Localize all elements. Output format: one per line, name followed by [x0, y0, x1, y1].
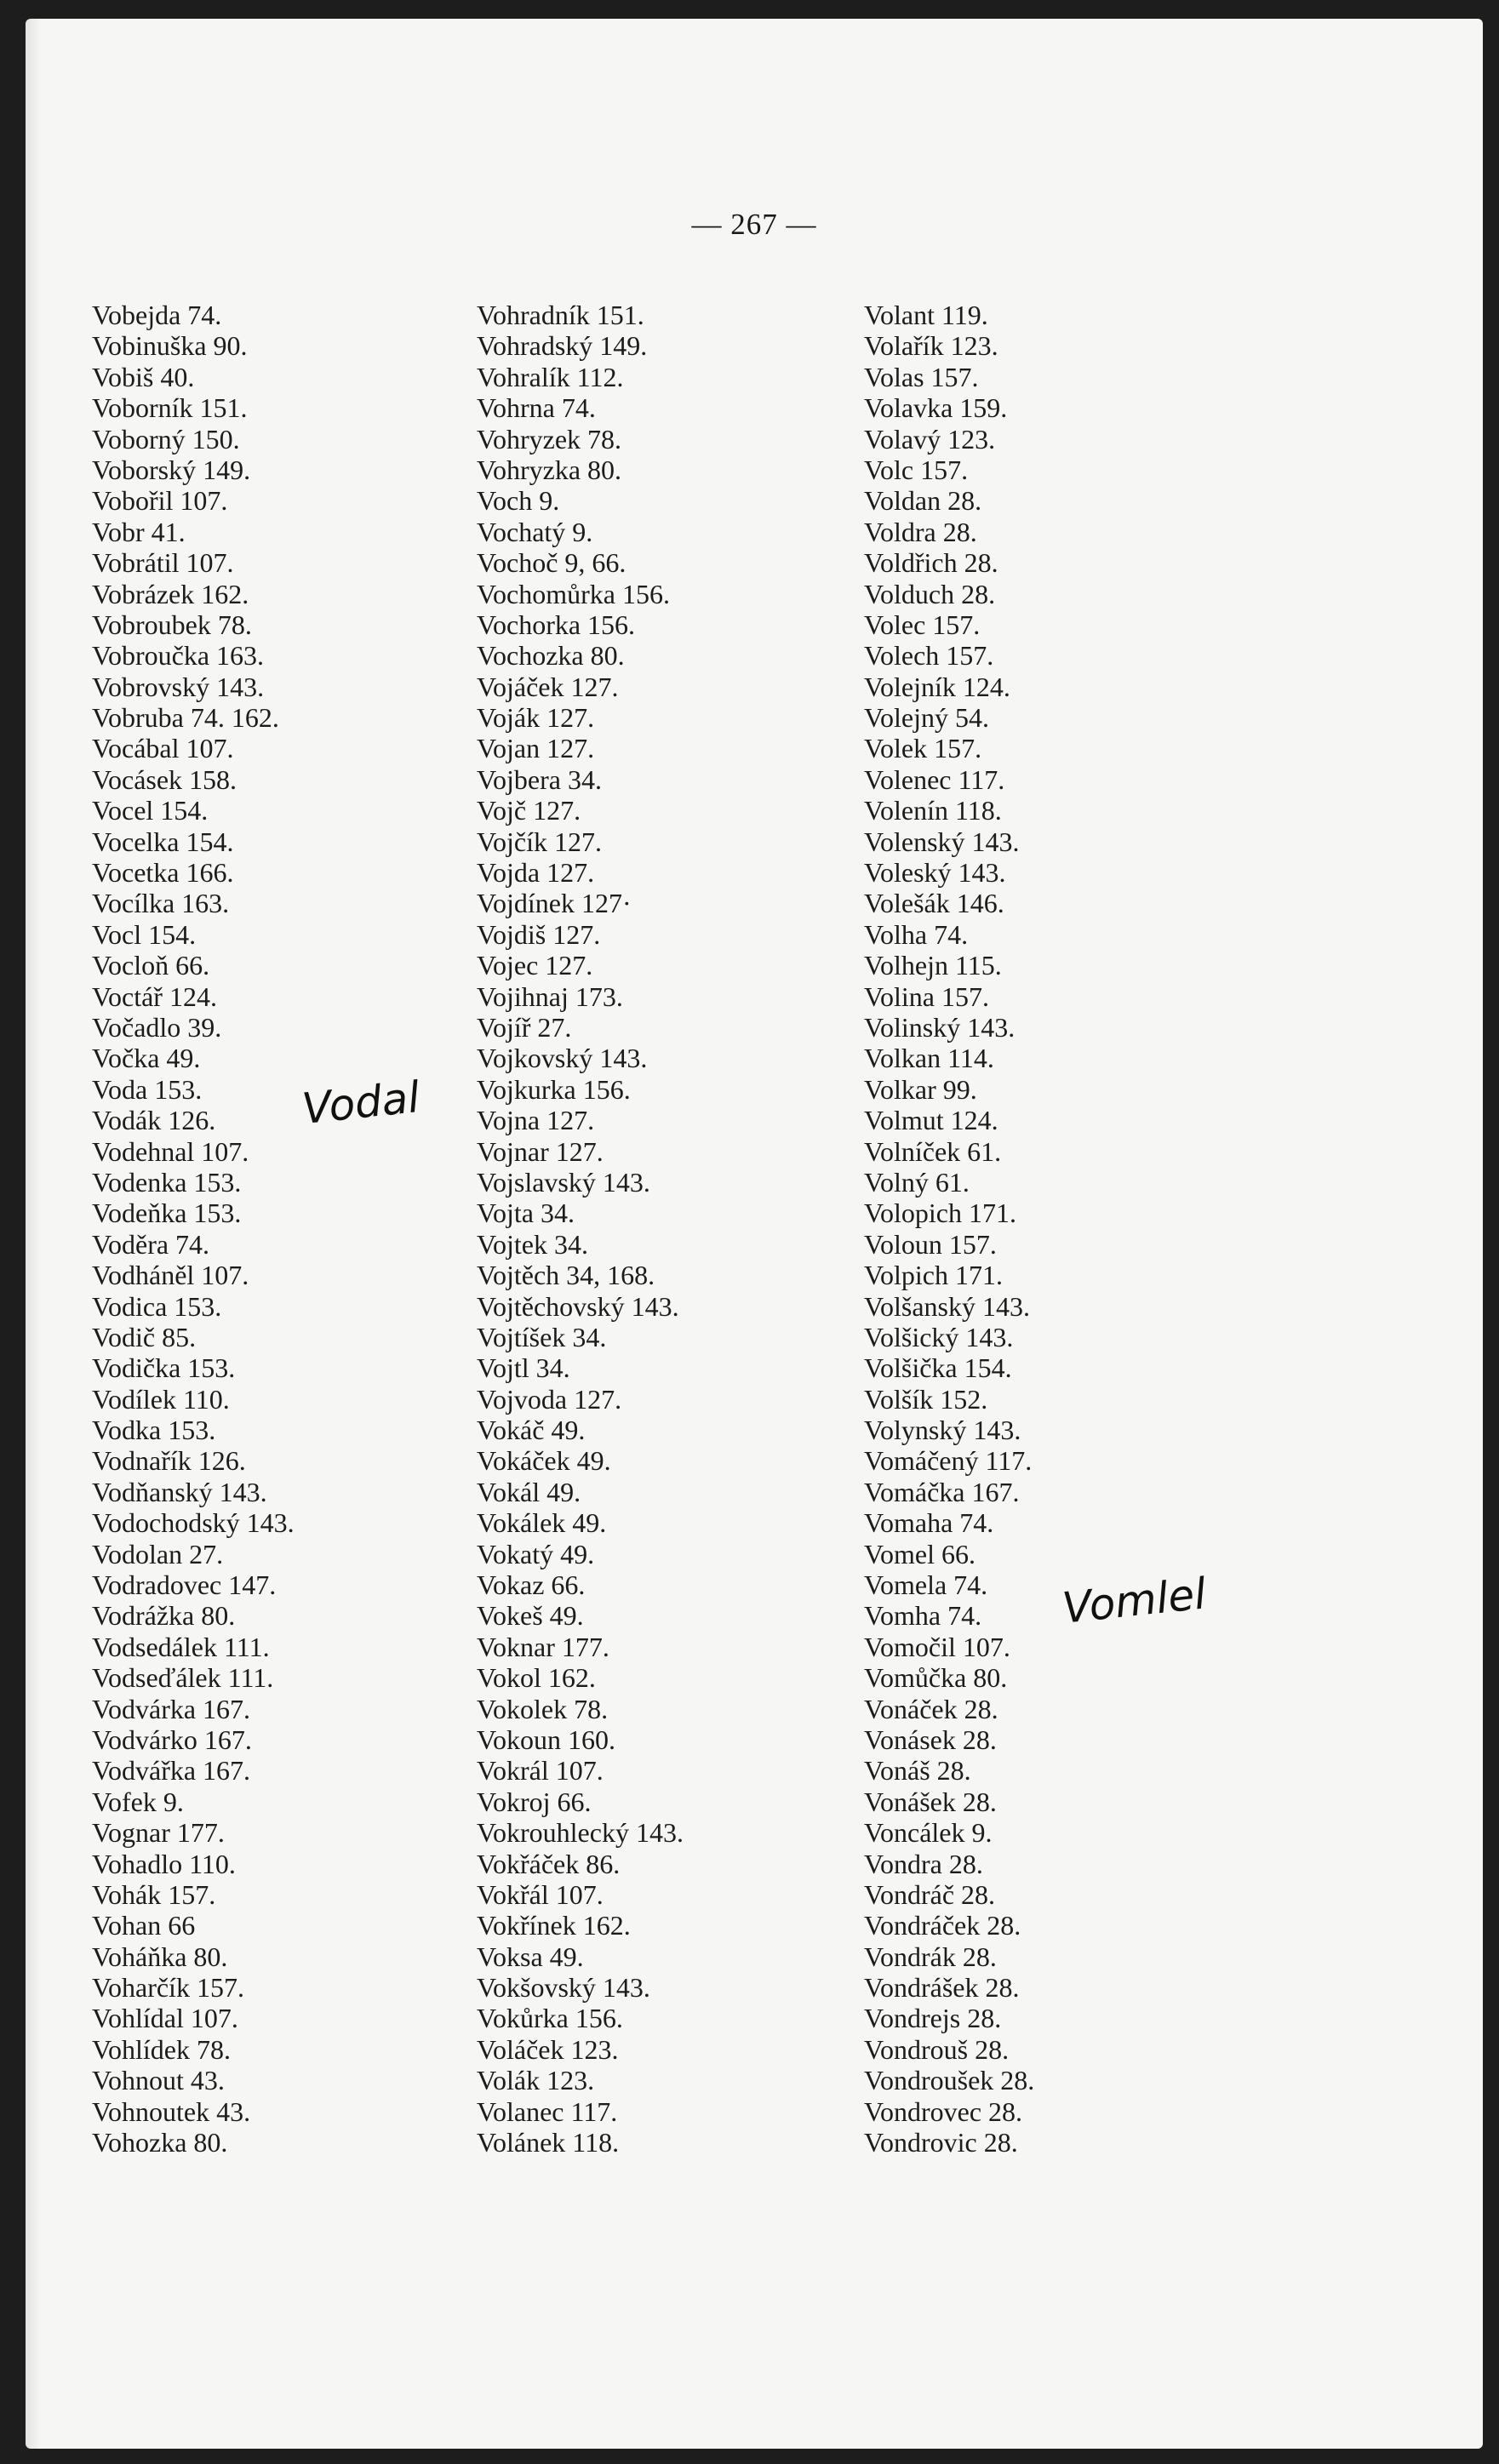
surname-entry: Vofek 9.	[92, 1786, 184, 1817]
surname-entry: Vodochodský 143.	[92, 1507, 295, 1539]
surname-entry: Volek 157.	[864, 733, 982, 764]
surname-entry: Voknar 177.	[477, 1631, 609, 1662]
surname-entry: Vojíř 27.	[477, 1011, 572, 1043]
surname-entry: Vomočil 107.	[864, 1631, 1010, 1662]
surname-entry: Vokálek 49.	[477, 1507, 607, 1539]
surname-entry: Vochoč 9, 66.	[477, 547, 626, 579]
surname-entry: Vohozka 80.	[92, 2127, 228, 2158]
surname-entry: Volc 157.	[864, 454, 969, 485]
surname-entry: Vomaha 74.	[864, 1507, 994, 1539]
surname-entry: Vokolek 78.	[477, 1693, 609, 1724]
surname-entry: Vognar 177.	[92, 1817, 225, 1849]
surname-entry: Volešák 146.	[864, 888, 1004, 919]
surname-entry: Volšík 152.	[864, 1383, 988, 1415]
surname-entry: Voldan 28.	[864, 485, 982, 517]
surname-entry: Voděra 74.	[92, 1228, 210, 1260]
surname-entry: Vohryzek 78.	[477, 423, 622, 454]
surname-entry: Volejník 124.	[864, 671, 1010, 702]
surname-entry: Volmut 124.	[864, 1105, 998, 1136]
surname-entry: Vocel 154.	[92, 795, 209, 826]
surname-entry: Volkar 99.	[864, 1073, 977, 1105]
surname-entry: Vodenka 153.	[92, 1166, 242, 1198]
surname-entry: Vobr 41.	[92, 516, 186, 547]
surname-entry: Vojdiš 127.	[477, 918, 601, 950]
surname-entry: Volenín 118.	[864, 795, 1002, 826]
surname-entry: Vojáček 127.	[477, 671, 619, 702]
surname-entry: Vochozka 80.	[477, 640, 625, 672]
surname-entry: Vodňanský 143.	[92, 1476, 267, 1507]
surname-entry: Vojta 34.	[477, 1198, 575, 1229]
surname-entry: Vojvoda 127.	[477, 1383, 622, 1415]
surname-entry: Vodvářka 167.	[92, 1755, 251, 1787]
surname-entry: Vojan 127.	[477, 733, 595, 764]
surname-entry: Volpich 171.	[864, 1260, 1003, 1291]
surname-entry: Vokáček 49.	[477, 1445, 611, 1477]
surname-entry: Vondrejs 28.	[864, 2003, 1002, 2034]
surname-entry: Vočadlo 39.	[92, 1011, 222, 1043]
surname-entry: Vohlídek 78.	[92, 2033, 231, 2065]
surname-entry: Vojtl 34.	[477, 1352, 570, 1384]
surname-entry: Voctář 124.	[92, 980, 217, 1012]
surname-entry: Voláček 123.	[477, 2033, 619, 2065]
surname-entry: Vondrouš 28.	[864, 2033, 1010, 2065]
surname-entry: Vohradský 149.	[477, 330, 648, 362]
surname-entry: Vohadlo 110.	[92, 1848, 236, 1879]
surname-entry: Vodvárko 167.	[92, 1724, 252, 1755]
surname-entry: Vonáš 28.	[864, 1755, 971, 1787]
surname-entry: Volánek 118.	[477, 2127, 620, 2158]
surname-entry: Vohralík 112.	[477, 361, 624, 392]
handwritten-annotation: Vodal	[300, 1072, 422, 1135]
surname-entry: Vondrovic 28.	[864, 2127, 1018, 2158]
surname-entry: Vohryzka 80.	[477, 454, 622, 485]
surname-entry: Volníček 61.	[864, 1135, 1002, 1167]
surname-entry: Vohrna 74.	[477, 392, 596, 424]
surname-entry: Voksa 49.	[477, 1941, 584, 1972]
surname-entry: Voda 153.	[92, 1073, 203, 1105]
surname-entry: Vochorka 156.	[477, 609, 636, 640]
surname-entry: Voborský 149.	[92, 454, 251, 485]
surname-entry: Vomela 74.	[864, 1569, 988, 1601]
surname-entry: Vomáčka 167.	[864, 1476, 1020, 1507]
surname-entry: Vobrázek 162.	[92, 578, 249, 609]
surname-entry: Vonásek 28.	[864, 1724, 997, 1755]
surname-entry: Vokšovský 143.	[477, 1972, 650, 2004]
surname-entry: Volavý 123.	[864, 423, 996, 454]
surname-entry: Volinský 143.	[864, 1011, 1016, 1043]
surname-entry: Vojna 127.	[477, 1105, 595, 1136]
surname-entry: Vokůrka 156.	[477, 2003, 623, 2034]
surname-entry: Voják 127.	[477, 702, 595, 734]
surname-entry: Vondráček 28.	[864, 1910, 1021, 1941]
surname-entry: Vohradník 151.	[477, 300, 644, 330]
surname-entry: Vobořil 107.	[92, 485, 228, 517]
surname-entry: Vomáčený 117.	[864, 1445, 1033, 1477]
surname-entry: Volavka 159.	[864, 392, 1008, 424]
surname-entry: Vodvárka 167.	[92, 1693, 251, 1724]
page-number: — 267 —	[691, 208, 817, 241]
surname-entry: Vokol 162.	[477, 1662, 596, 1694]
surname-entry: Volenský 143.	[864, 826, 1020, 857]
surname-entry: Vobinuška 90.	[92, 330, 248, 362]
surname-entry: Volech 157.	[864, 640, 994, 672]
surname-entry: Vojtíšek 34.	[477, 1321, 607, 1352]
surname-entry: Vondrák 28.	[864, 1941, 997, 1972]
surname-entry: Vomůčka 80.	[864, 1662, 1008, 1694]
surname-entry: Vokál 49.	[477, 1476, 581, 1507]
surname-entry: Vojslavský 143.	[477, 1166, 650, 1198]
surname-entry: Volduch 28.	[864, 578, 996, 609]
surname-entry: Vodháněl 107.	[92, 1260, 249, 1291]
surname-entry: Volný 61.	[864, 1166, 970, 1198]
surname-entry: Vodeňka 153.	[92, 1198, 242, 1229]
surname-entry: Vojda 127.	[477, 857, 595, 889]
surname-entry: Voch 9.	[477, 485, 560, 517]
surname-entry: Volák 123.	[477, 2065, 595, 2096]
surname-entry: Vojdínek 127·	[477, 888, 632, 919]
surname-entry: Vojnar 127.	[477, 1135, 604, 1167]
surname-entry: Volařík 123.	[864, 330, 998, 362]
surname-entry: Volynský 143.	[864, 1415, 1021, 1446]
surname-entry: Vocetka 166.	[92, 857, 234, 889]
name-column-3	[864, 300, 1034, 2158]
surname-entry: Vocloň 66.	[92, 950, 210, 981]
surname-entry: Vokáč 49.	[477, 1415, 586, 1446]
surname-entry: Vohák 157.	[92, 1878, 216, 1910]
surname-entry: Volant 119.	[864, 300, 988, 330]
surname-entry: Volejný 54.	[864, 702, 989, 734]
surname-entry: Vomha 74.	[864, 1600, 982, 1632]
surname-entry: Vokřínek 162.	[477, 1910, 631, 1941]
surname-entry: Vokřáček 86.	[477, 1848, 621, 1879]
surname-entry: Vodnařík 126.	[92, 1445, 246, 1477]
surname-entry: Vojtěch 34, 168.	[477, 1260, 655, 1291]
surname-entry: Vochatý 9.	[477, 516, 593, 547]
surname-entry: Vokaz 66.	[477, 1569, 586, 1601]
surname-entry: Vokeš 49.	[477, 1600, 584, 1632]
surname-entry: Volanec 117.	[477, 2095, 618, 2127]
handwritten-annotation: Vomlel	[1060, 1569, 1209, 1633]
surname-entry: Vodica 153.	[92, 1290, 222, 1322]
surname-entry: Voborný 150.	[92, 423, 240, 454]
surname-entry: Vojihnaj 173.	[477, 980, 623, 1012]
surname-entry: Vojkovský 143.	[477, 1043, 648, 1074]
surname-entry: Vobiš 40.	[92, 361, 195, 392]
surname-entry: Volina 157.	[864, 980, 989, 1012]
surname-entry: Vodseďálek 111.	[92, 1662, 274, 1694]
surname-entry: Vondroušek 28.	[864, 2065, 1035, 2096]
surname-entry: Vobrovský 143.	[92, 671, 265, 702]
surname-entry: Vobrátil 107.	[92, 547, 234, 579]
surname-entry: Vojtek 34.	[477, 1228, 588, 1260]
surname-entry: Vocelka 154.	[92, 826, 234, 857]
surname-entry: Vohnout 43.	[92, 2065, 225, 2096]
surname-entry: Vojčík 127.	[477, 826, 602, 857]
surname-entry: Vojbera 34.	[477, 763, 602, 795]
surname-entry: Voháňka 80.	[92, 1941, 228, 1972]
surname-entry: Vocásek 158.	[92, 763, 237, 795]
surname-entry: Vobejda 74.	[92, 300, 222, 330]
surname-entry: Volhejn 115.	[864, 950, 1002, 981]
surname-entry: Voleský 143.	[864, 857, 1006, 889]
surname-entry: Vohan 66	[92, 1910, 196, 1941]
surname-entry: Vohlídal 107.	[92, 2003, 238, 2034]
surname-entry: Volšička 154.	[864, 1352, 1012, 1384]
surname-entry: Volenec 117.	[864, 763, 1005, 795]
surname-entry: Vobruba 74. 162.	[92, 702, 279, 734]
surname-entry: Volopich 171.	[864, 1198, 1016, 1229]
surname-entry: Vokřál 107.	[477, 1878, 604, 1910]
surname-entry: Voldřich 28.	[864, 547, 998, 579]
surname-entry: Vojkurka 156.	[477, 1073, 631, 1105]
surname-entry: Vocábal 107.	[92, 733, 234, 764]
surname-entry: Vokatý 49.	[477, 1538, 595, 1569]
surname-entry: Vondráč 28.	[864, 1878, 996, 1910]
surname-entry: Vokrouhlecký 143.	[477, 1817, 684, 1849]
surname-entry: Vočka 49.	[92, 1043, 201, 1074]
surname-entry: Vondrášek 28.	[864, 1972, 1020, 2004]
page-edge-shadow	[26, 19, 41, 2449]
surname-entry: Vocl 154.	[92, 918, 197, 950]
document-page	[26, 19, 1483, 2449]
surname-entry: Vodehnal 107.	[92, 1135, 249, 1167]
surname-entry: Vobroučka 163.	[92, 640, 265, 672]
surname-entry: Vonášek 28.	[864, 1786, 997, 1817]
name-column-1	[92, 300, 295, 2158]
surname-entry: Vodič 85.	[92, 1321, 197, 1352]
surname-entry: Volšanský 143.	[864, 1290, 1030, 1322]
surname-entry: Vonáček 28.	[864, 1693, 998, 1724]
surname-entry: Vodrážka 80.	[92, 1600, 236, 1632]
name-column-2	[477, 300, 684, 2158]
surname-entry: Vodolan 27.	[92, 1538, 224, 1569]
surname-entry: Volha 74.	[864, 918, 969, 950]
surname-entry: Volkan 114.	[864, 1043, 994, 1074]
surname-entry: Voncálek 9.	[864, 1817, 993, 1849]
surname-entry: Vodsedálek 111.	[92, 1631, 270, 1662]
surname-entry: Vodka 153.	[92, 1415, 216, 1446]
surname-entry: Voloun 157.	[864, 1228, 997, 1260]
surname-entry: Voldra 28.	[864, 516, 977, 547]
surname-entry: Vodička 153.	[92, 1352, 236, 1384]
surname-entry: Volšický 143.	[864, 1321, 1014, 1352]
surname-entry: Volas 157.	[864, 361, 979, 392]
surname-entry: Vojtěchovský 143.	[477, 1290, 679, 1322]
surname-entry: Vobroubek 78.	[92, 609, 252, 640]
surname-entry: Vojec 127.	[477, 950, 593, 981]
surname-entry: Vodák 126.	[92, 1105, 216, 1136]
surname-entry: Voborník 151.	[92, 392, 248, 424]
surname-entry: Vokroj 66.	[477, 1786, 592, 1817]
surname-entry: Volec 157.	[864, 609, 981, 640]
surname-entry: Vondra 28.	[864, 1848, 983, 1879]
surname-entry: Vocílka 163.	[92, 888, 230, 919]
surname-entry: Vondrovec 28.	[864, 2095, 1023, 2127]
surname-entry: Vohnoutek 43.	[92, 2095, 251, 2127]
surname-entry: Vodradovec 147.	[92, 1569, 277, 1601]
surname-entry: Vodílek 110.	[92, 1383, 230, 1415]
surname-entry: Vokrál 107.	[477, 1755, 604, 1787]
surname-entry: Vochomůrka 156.	[477, 578, 670, 609]
surname-entry: Voharčík 157.	[92, 1972, 244, 2004]
surname-entry: Vokoun 160.	[477, 1724, 615, 1755]
surname-entry: Vojč 127.	[477, 795, 581, 826]
surname-entry: Vomel 66.	[864, 1538, 975, 1569]
